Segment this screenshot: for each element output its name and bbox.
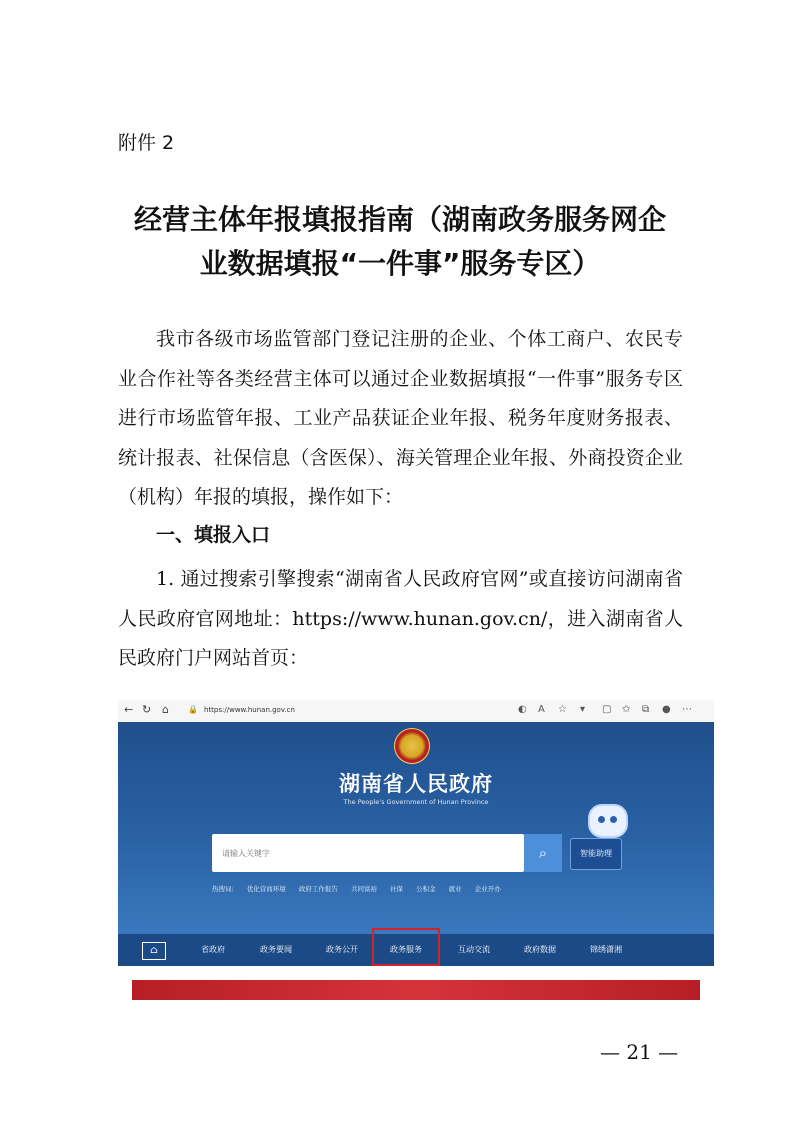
nav-item-government-data[interactable]: 政府数据 xyxy=(524,945,556,954)
attachment-label: 附件 2 xyxy=(118,132,175,154)
back-icon[interactable]: ← xyxy=(124,703,134,716)
split-screen-icon[interactable]: ▢ xyxy=(602,704,612,715)
nav-item-government-news[interactable]: 政务要闻 xyxy=(260,945,292,954)
hot-word-link[interactable]: 社保 xyxy=(390,885,404,893)
reload-icon[interactable]: ↻ xyxy=(142,703,152,716)
hot-word-link[interactable]: 企业开办 xyxy=(474,885,501,893)
profile-icon[interactable]: ● xyxy=(662,704,671,715)
search-icon: ⌕ xyxy=(538,844,548,862)
title-line-1: 经营主体年报填报指南（湖南政务服务网企 xyxy=(133,203,666,236)
robot-eye-left xyxy=(598,816,605,823)
step-1-paragraph: 1. 通过搜索引擎搜索“湖南省人民政府官网”或直接访问湖南省人民政府官网地址：https://www.hunan.gov.cn/，进入湖南省人民政府门户网站首页： xyxy=(118,568,683,669)
website-screenshot xyxy=(118,700,714,1000)
search-input[interactable] xyxy=(220,834,524,872)
extension-icon[interactable]: ▾ xyxy=(580,704,586,715)
home-icon[interactable]: ⌂ xyxy=(162,703,169,716)
search-button[interactable] xyxy=(524,834,562,872)
robot-assistant-icon[interactable] xyxy=(588,804,628,838)
lock-icon: 🔒 xyxy=(188,705,198,714)
robot-eye-right xyxy=(610,816,617,823)
browser-menu-icon[interactable]: ⋯ xyxy=(682,704,692,715)
red-banner-strip xyxy=(132,980,700,1000)
browser-toolbar xyxy=(118,700,714,723)
site-subtitle: The People's Government of Hunan Province xyxy=(343,798,489,806)
hot-word-link[interactable]: 就业 xyxy=(448,885,462,893)
hot-search-words xyxy=(212,884,632,896)
national-emblem-icon xyxy=(394,728,430,764)
nav-item-provincial-government[interactable]: 省政府 xyxy=(201,945,225,954)
search-box xyxy=(212,834,524,872)
nav-item-government-disclosure[interactable]: 政务公开 xyxy=(326,945,358,954)
collections-icon[interactable]: ⧉ xyxy=(642,704,650,715)
translate-icon[interactable]: ◐ xyxy=(518,704,527,715)
hot-word-link[interactable]: 公积金 xyxy=(416,885,436,893)
favorite-star-icon[interactable]: ☆ xyxy=(558,704,567,715)
document-title xyxy=(90,198,710,286)
hot-word-link[interactable]: 共同富裕 xyxy=(350,885,377,893)
title-line-2: 业数据填报“一件事”服务专区） xyxy=(199,247,601,280)
address-bar-url[interactable]: https://www.hunan.gov.cn xyxy=(204,706,295,714)
hot-word-link[interactable]: 政府工作报告 xyxy=(298,885,338,893)
highlight-box-government-services xyxy=(372,928,440,966)
nav-item-scenic-hunan[interactable]: 锦绣潇湘 xyxy=(590,945,622,954)
section-heading: 一、填报入口 xyxy=(156,524,271,546)
site-title: 湖南省人民政府 xyxy=(339,772,493,796)
nav-home-icon[interactable]: ⌂ xyxy=(142,942,166,960)
favorites-icon[interactable]: ✩ xyxy=(622,704,631,715)
read-aloud-icon[interactable]: A xyxy=(538,704,545,715)
intro-paragraph: 我市各级市场监管部门登记注册的企业、个体工商户、农民专业合作社等各类经营主体可以通过企业数据填报“一件事”服务专区进行市场监管年报、工业产品获证企业年报、税务年度财务报表、统计报表、社保信息（含医保）、海关管理企业年报、外商投资企业（机构）年报的填报，操作如下： xyxy=(118,328,683,508)
smart-assistant-button[interactable]: 智能助理 xyxy=(570,838,622,870)
nav-item-interaction[interactable]: 互动交流 xyxy=(458,945,490,954)
nav-item-government-services[interactable]: 政务服务 xyxy=(390,945,422,954)
site-header-banner xyxy=(118,722,714,934)
hot-search-label: 热搜词: xyxy=(212,885,234,893)
page-number: — 21 — xyxy=(600,1040,679,1064)
hot-word-link[interactable]: 优化营商环境 xyxy=(246,885,286,893)
